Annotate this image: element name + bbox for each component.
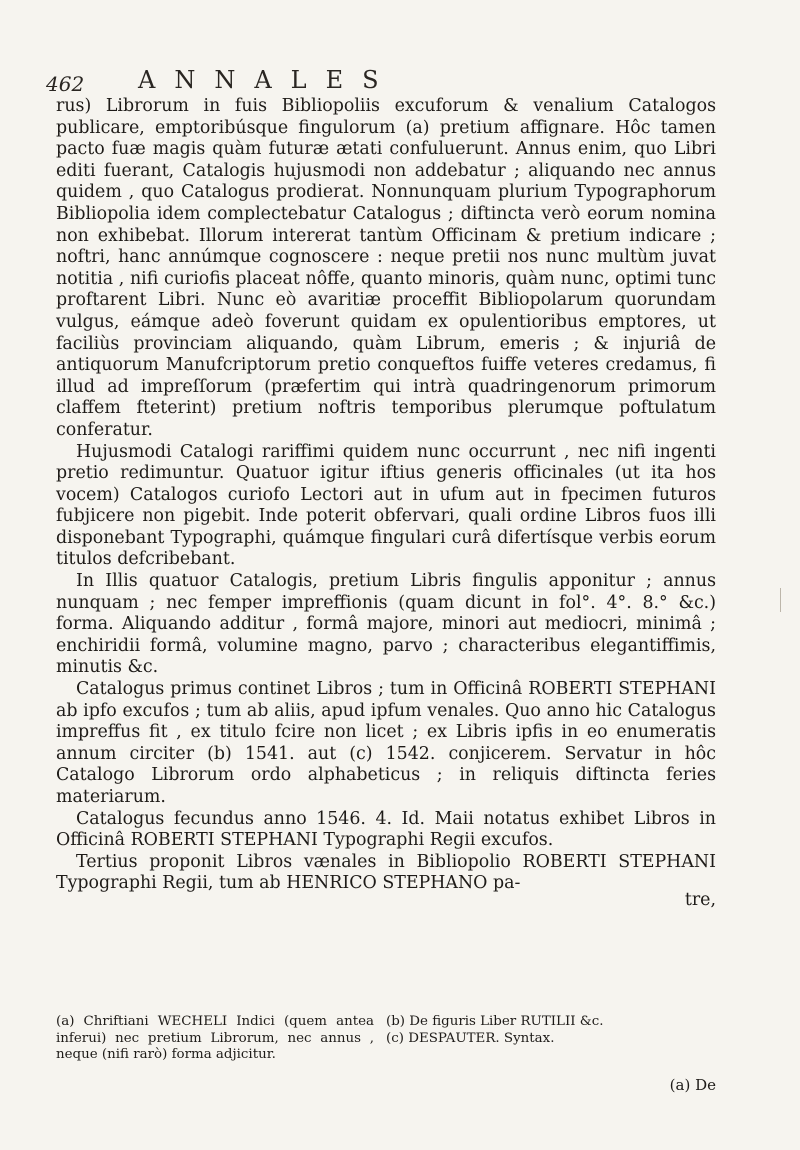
paragraph: Catalogus fecundus anno 1546. 4. Id. Maii notatus exhibet Libros in Officinâ ROBERTI STEPHANI Typographi Regii excufos. bbox=[56, 808, 716, 851]
footnote-c: (c) DESPAUTER. Syntax. bbox=[386, 1030, 555, 1046]
paragraph: Catalogus primus continet Libros ; tum in Officinâ ROBERTI STEPHANI ab ipfo excufos ; tum ab aliis, apud ipfum venales. Quo anno hic Catalogus impreffus fit , ex titulo fcire non licet ; ex Libris ipfis in eo enumeratis annum circiter (b) 1541. aut (c) 1542. conjicerem. Servatur in hôc Catalogo Librorum ordo alphabeticus ; in reliquis diftincta feries materiarum. bbox=[56, 679, 716, 807]
footnotes-right bbox=[386, 1014, 716, 1064]
page-catchword: (a) De bbox=[669, 1076, 716, 1094]
paragraph: Hujusmodi Catalogi rariffimi quidem nunc occurrunt , nec nifi ingenti pretio redimuntur. Quatuor igitur iftius generis officinales (ut ita hos vocem) Catalogos curiofo Lectori aut in ufum aut in fpecimen futuros fubjicere non pigebit. Inde poterit obfervari, quali ordine Libros fuos illi disponebant Typographi, quámque fingulari curâ difertísque verbis eorum titulos defcribebant. bbox=[56, 441, 716, 570]
footnote-b: (b) De figuris Liber RUTILII &c. bbox=[386, 1014, 604, 1029]
page-number: 462 bbox=[46, 72, 85, 96]
running-head: ANNALES bbox=[138, 66, 398, 94]
footnote-a: (a) Chriftiani WECHELI Indici (quem antea inferui) nec pretium Librorum, nec annus , neque (nifi rarò) forma adjicitur. bbox=[56, 1014, 374, 1062]
page-header bbox=[0, 66, 800, 98]
margin-mark bbox=[780, 588, 789, 612]
line-catchword: tre, bbox=[684, 889, 716, 910]
paragraph: In Illis quatuor Catalogis, pretium Libris fingulis apponitur ; annus nunquam ; nec femper impreffionis (quam dicunt in fol°. 4°. 8.° &c.) forma. Aliquando additur , formâ majore, minori aut mediocri, minimâ ; enchiridii formâ, volumine magno, parvo ; characteribus elegantiffimis, minutis &c. bbox=[56, 571, 716, 678]
main-text bbox=[56, 96, 716, 909]
footnotes bbox=[56, 1014, 716, 1064]
paragraph: rus) Librorum in fuis Bibliopoliis excuforum & venalium Catalogos publicare, emptoribúsque fingulorum (a) pretium affignare. Hôc tamen pacto fuæ magis quàm futuræ ætati confuluerunt. Annus enim, quo Libri editi fuerant, Catalogis hujusmodi non addebatur ; aliquando nec annus quidem , quo Catalogus prodierat. Nonnunquam plurium Typographorum Bibliopolia idem complectebatur Catalogus ; diftincta verò eorum nomina non exhibebat. Illorum intererat tantùm Officinam & pretium indicare ; noftri, hanc annúmque cognoscere : neque pretii nos nunc multùm juvat notitia , nifi curiofis placeat nôffe, quanto minoris, quàm nunc, optimi tunc proftarent Libri. Nunc eò avaritiæ proceffit Bibliopolarum quorundam vulgus, eámque adeò foverunt quidam ex opulentioribus emptores, ut faciliùs provinciam aliquando, quàm Librum, emeris ; & injuriâ de antiquorum Manufcriptorum pretio conqueftos fuiffe veteres credamus, fi illud ad impreſſorum (præfertim qui intrà quadringenorum primorum claffem fteterint) pretium noftris temporibus plerumque poftulatum conferatur. bbox=[56, 96, 716, 440]
paragraph: Tertius proponit Libros vænales in Bibliopolio ROBERTI STEPHANI Typographi Regii, tum ab HENRICO STEPHANO pa- bbox=[56, 851, 716, 894]
